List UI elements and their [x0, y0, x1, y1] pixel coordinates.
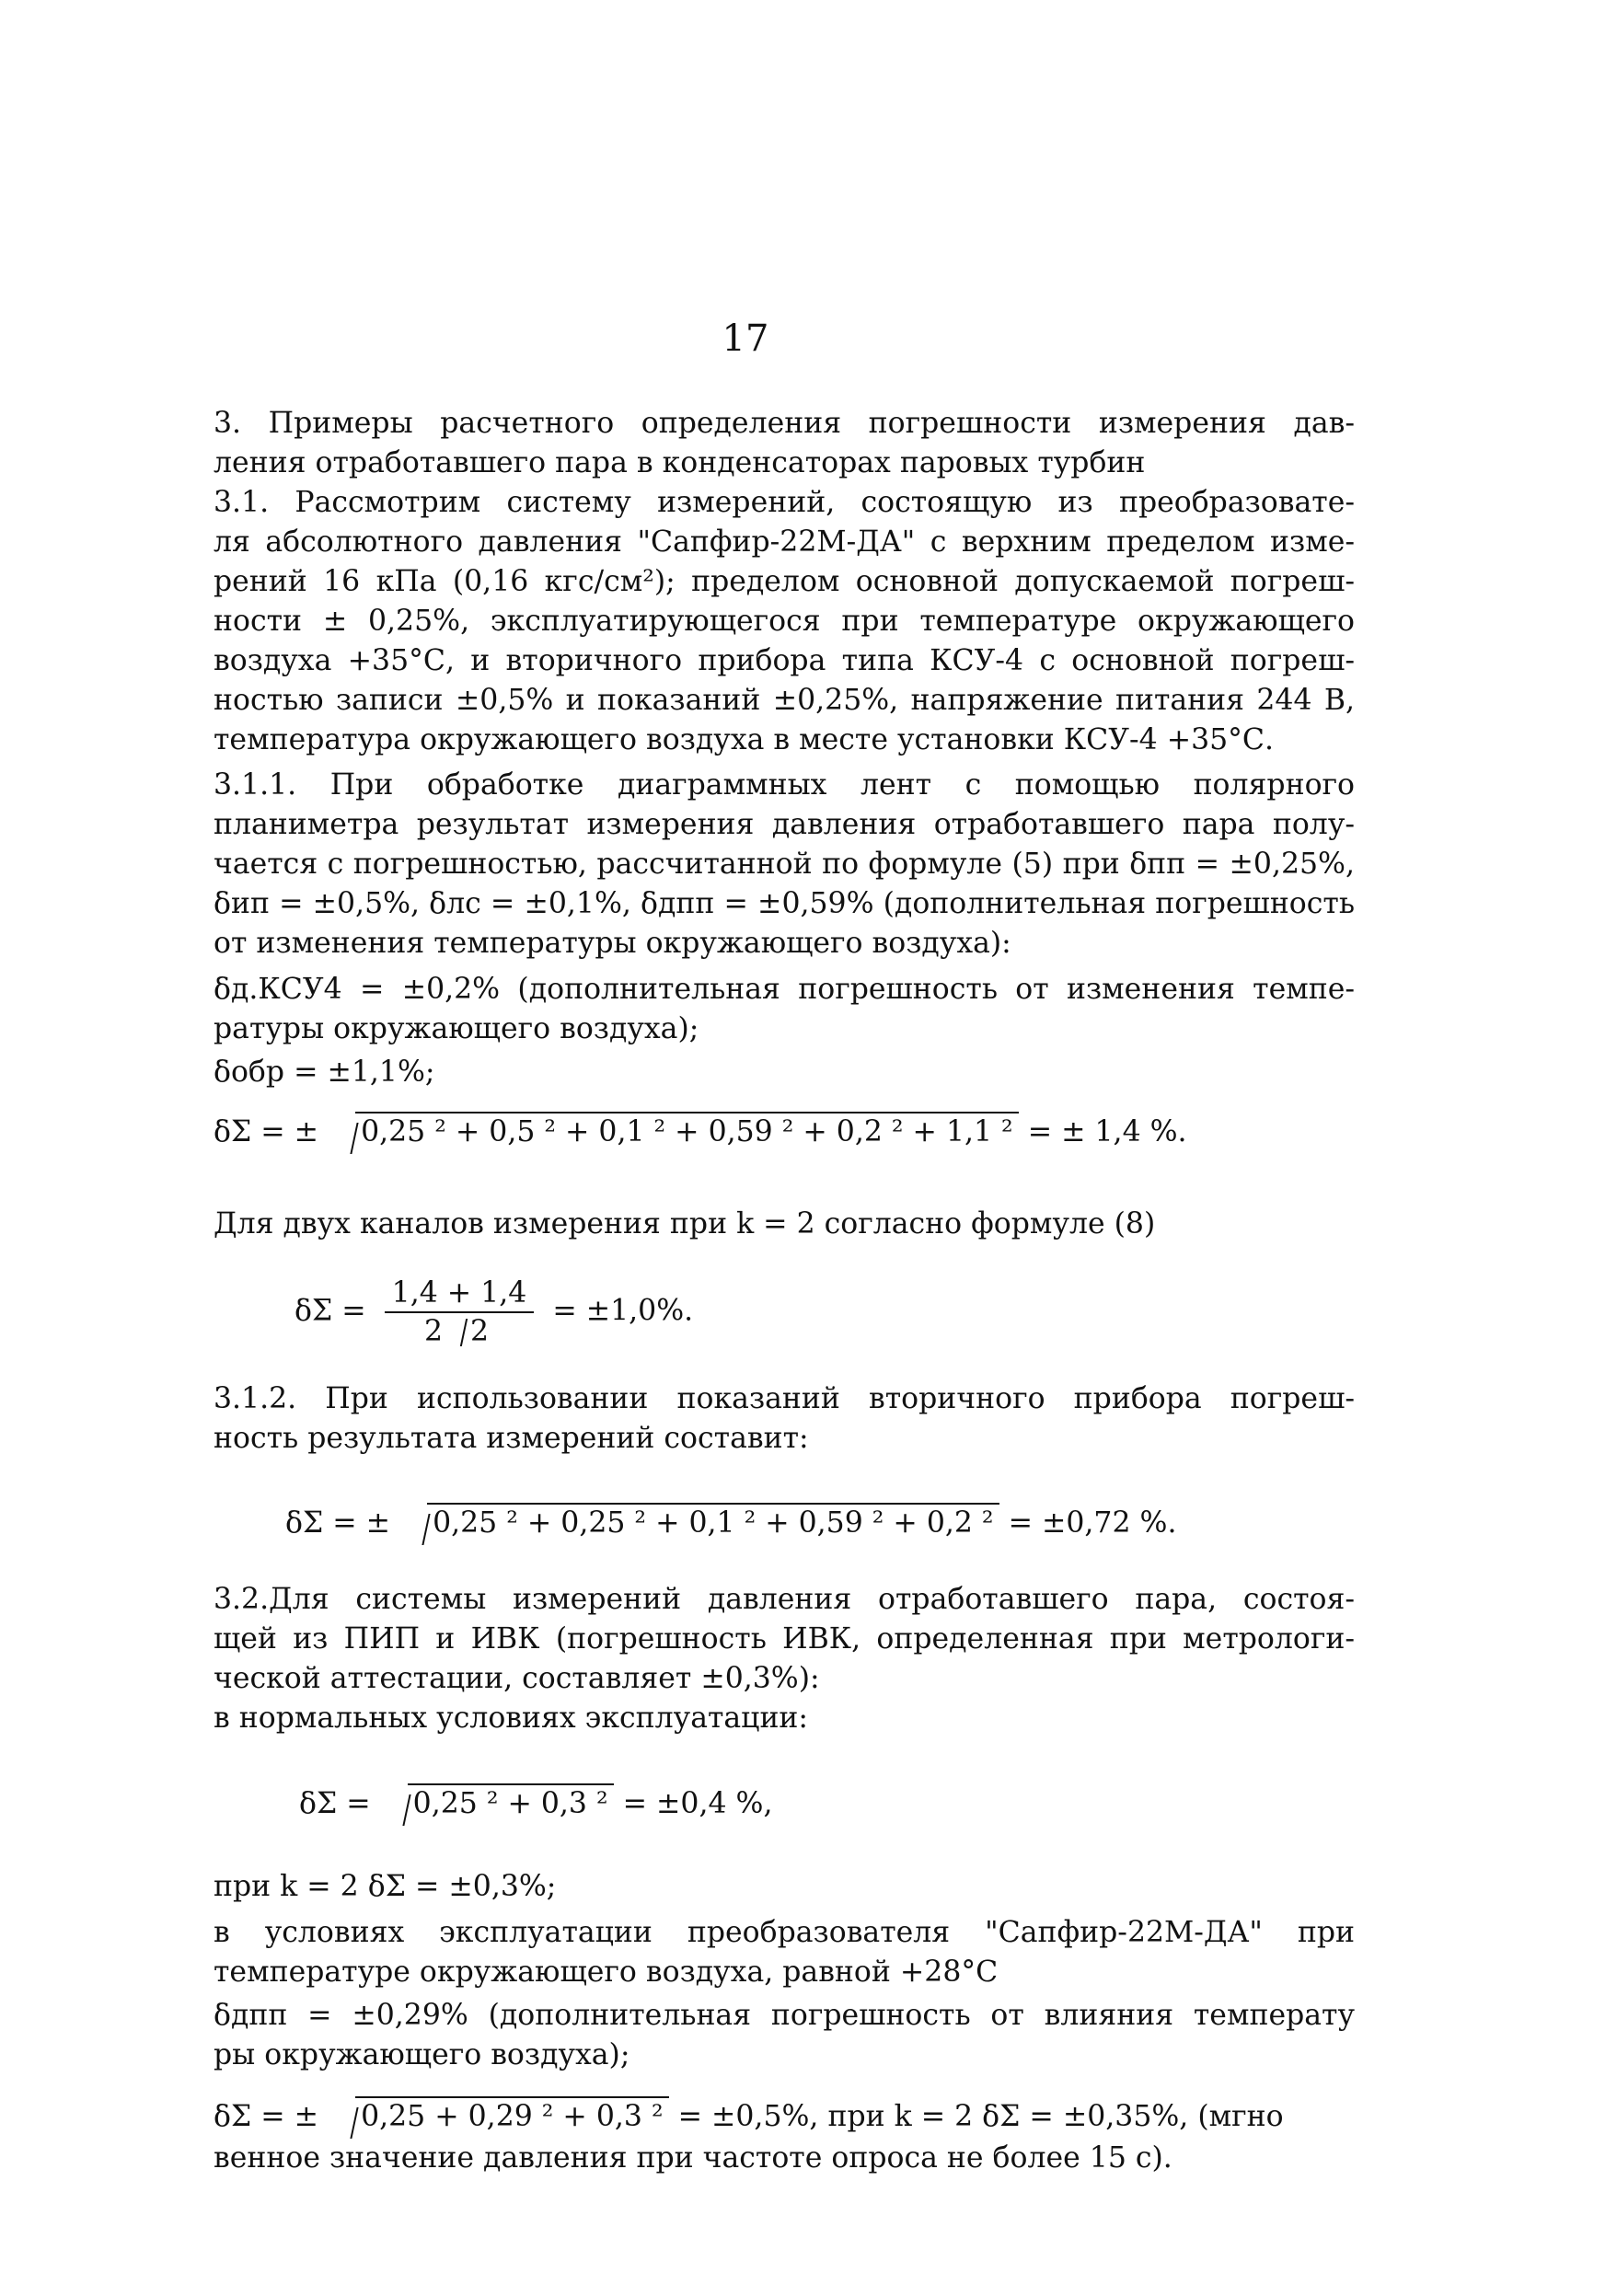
text-line: 3.1.2. При использовании показаний вторичного прибора погреш- [214, 1382, 1355, 1415]
radicand: 0,25 ² + 0,25 ² + 0,1 ² + 0,59 ² + 0,2 ² [427, 1503, 999, 1540]
equation-rhs: = ±0,72 %. [1008, 1506, 1177, 1540]
equation-lhs: δΣ = ± [214, 1115, 319, 1148]
text-line: щей из ПИП и ИВК (погрешность ИВК, определенная при метрологи- [214, 1622, 1355, 1656]
sqrt-radical [331, 1113, 1019, 1150]
equation-rhs: = ±0,5%, при k = 2 δΣ = ±0,35%, (мгно [677, 2100, 1284, 2133]
radicand: 2 [465, 1311, 494, 1348]
text-line: температуре окружающего воздуха, равной +28°С [214, 1956, 999, 1989]
equation-rhs: = ±0,4 %, [622, 1787, 773, 1820]
equation-3 [285, 1505, 1176, 1541]
fraction [385, 1275, 535, 1350]
den-coef: 2 [423, 1315, 443, 1348]
radicand: 0,25 ² + 0,3 ² [408, 1783, 614, 1820]
text-line: δип = ±0,5%, δлс = ±0,1%, δдпп = ±0,59% (дополнительная погрешность [214, 887, 1355, 920]
text-line: температура окружающего воздуха в месте установки КСУ-4 +35°С. [214, 723, 1275, 756]
sqrt-radical [384, 1785, 614, 1822]
text-line: ля абсолютного давления "Сапфир-22М-ДА" с верхним пределом изме- [214, 525, 1355, 559]
text-line: рений 16 кПа (0,16 кгс/см²); пределом основной допускаемой погреш- [214, 565, 1355, 598]
text-line: δд.КСУ4 = ±0,2% (дополнительная погрешность от изменения темпе- [214, 973, 1355, 1006]
text-line: 3. Примеры расчетного определения погрешности измерения дав- [214, 407, 1355, 440]
text-line: δдпп = ±0,29% (дополнительная погрешность от влияния температу [214, 1999, 1355, 2032]
text-line: ческой аттестации, составляет ±0,3%): [214, 1662, 820, 1695]
text-line: 3.2.Для системы измерений давления отработавшего пара, состоя- [214, 1583, 1355, 1616]
equation-lhs: δΣ = [295, 1294, 366, 1328]
equation-2 [295, 1275, 693, 1350]
text-line: δобр = ±1,1%; [214, 1056, 435, 1089]
equation-lhs: δΣ = ± [214, 2100, 319, 2133]
equation-5 [214, 2098, 1284, 2135]
text-line: Для двух каналов измерения при k = 2 согласно формуле (8) [214, 1207, 1156, 1240]
sqrt-radical [331, 2098, 669, 2135]
equation-4 [299, 1785, 772, 1822]
text-line: от изменения температуры окружающего воздуха): [214, 927, 1011, 960]
text-line: воздуха +35°С, и вторичного прибора типа КСУ-4 с основной погреш- [214, 644, 1355, 677]
sqrt-radical [446, 1313, 494, 1350]
equation-lhs: δΣ = ± [285, 1506, 391, 1540]
equation-rhs: = ±1,0%. [552, 1294, 694, 1328]
fraction-denominator [385, 1313, 535, 1350]
text-line: в условиях эксплуатации преобразователя "Сапфир-22М-ДА" при [214, 1916, 1355, 1949]
radicand: 0,25 + 0,29 ² + 0,3 ² [355, 2096, 669, 2133]
text-line: ры окружающего воздуха); [214, 2038, 630, 2071]
equation-rhs: = ± 1,4 %. [1027, 1115, 1187, 1148]
page-number: 17 [722, 317, 769, 360]
text-line: 3.1.1. При обработке диаграммных лент с помощью полярного [214, 768, 1355, 802]
equation-lhs: δΣ = [299, 1787, 371, 1820]
text-line: ления отработавшего пара в конденсаторах паровых турбин [214, 446, 1146, 479]
text-line: планиметра результат измерения давления отработавшего пара полу- [214, 808, 1355, 841]
text-line: чается с погрешностью, рассчитанной по формуле (5) при δпп = ±0,25%, [214, 848, 1355, 881]
text-line: ность результата измерений составит: [214, 1422, 809, 1455]
text-line: в нормальных условиях эксплуатации: [214, 1702, 809, 1735]
text-line: ности ± 0,25%, эксплуатирующегося при температуре окружающего [214, 605, 1355, 638]
text-line: ратуры окружающего воздуха); [214, 1012, 699, 1045]
equation-1 [214, 1113, 1187, 1150]
text-line: ностью записи ±0,5% и показаний ±0,25%, напряжение питания 244 В, [214, 684, 1355, 717]
text-line: 3.1. Рассмотрим систему измерений, состоящую из преобразовате- [214, 486, 1355, 519]
text-line: при k = 2 δΣ = ±0,3%; [214, 1870, 557, 1903]
radicand: 0,25 ² + 0,5 ² + 0,1 ² + 0,59 ² + 0,2 ² + 1,1 ² [355, 1112, 1019, 1148]
fraction-numerator: 1,4 + 1,4 [385, 1275, 535, 1313]
text-line: венное значение давления при частоте опроса не более 15 с). [214, 2141, 1172, 2175]
sqrt-radical [403, 1505, 999, 1541]
